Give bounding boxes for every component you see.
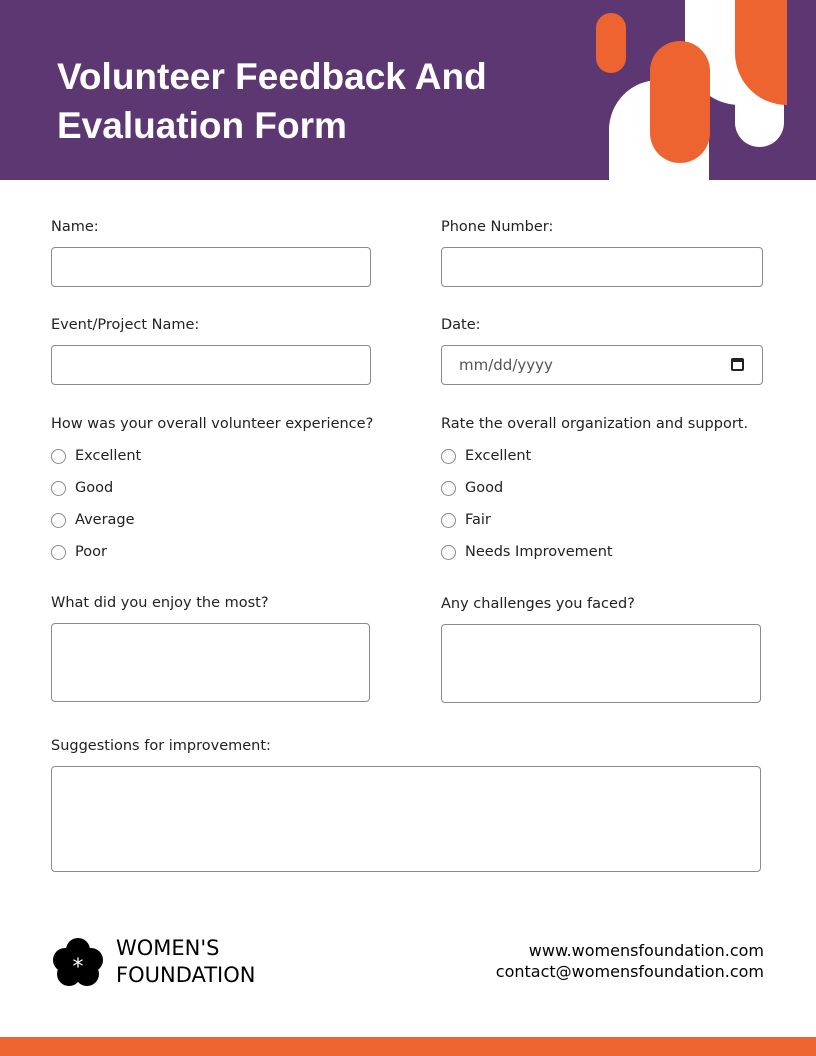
logo <box>51 935 255 989</box>
header-banner <box>0 0 816 180</box>
q2-option[interactable] <box>441 512 491 528</box>
radio-icon[interactable] <box>441 481 456 496</box>
page-title: Volunteer Feedback And Evaluation Form <box>57 56 487 146</box>
footer-bar <box>0 1037 816 1056</box>
q3-label: What did you enjoy the most? <box>51 595 269 611</box>
option-label: Average <box>75 512 135 528</box>
decor-orange-small-pill <box>596 13 626 73</box>
phone-label: Phone Number: <box>441 219 554 235</box>
radio-icon[interactable] <box>51 481 66 496</box>
option-label: Fair <box>465 512 491 528</box>
q2-option[interactable] <box>441 448 531 464</box>
q4-label: Any challenges you faced? <box>441 596 635 612</box>
challenges-textarea[interactable] <box>441 624 761 703</box>
flower-logo-icon <box>51 935 105 989</box>
event-input[interactable] <box>51 345 371 385</box>
radio-icon[interactable] <box>441 449 456 464</box>
calendar-icon[interactable] <box>731 358 744 371</box>
email-link[interactable]: contact@womensfoundation.com <box>495 962 764 981</box>
date-placeholder: mm/dd/yyyy <box>459 356 553 374</box>
q5-label: Suggestions for improvement: <box>51 738 271 754</box>
option-label: Excellent <box>75 448 142 464</box>
name-input[interactable] <box>51 247 371 287</box>
q2-option[interactable] <box>441 544 613 560</box>
radio-icon[interactable] <box>51 513 66 528</box>
option-label: Poor <box>75 544 107 560</box>
suggestions-textarea[interactable] <box>51 766 761 872</box>
enjoy-textarea[interactable] <box>51 623 370 702</box>
option-label: Needs Improvement <box>465 544 613 560</box>
q2-label: Rate the overall organization and support. <box>441 416 749 432</box>
radio-icon[interactable] <box>441 545 456 560</box>
radio-icon[interactable] <box>51 449 66 464</box>
phone-input[interactable] <box>441 247 763 287</box>
option-label: Good <box>75 480 114 496</box>
logo-line1: WOMEN'S <box>116 936 220 960</box>
date-input[interactable] <box>441 345 763 385</box>
name-label: Name: <box>51 219 99 235</box>
svg-text:*: * <box>72 955 84 980</box>
date-label: Date: <box>441 317 481 333</box>
q1-option[interactable] <box>51 544 107 560</box>
logo-line2: FOUNDATION <box>116 963 256 987</box>
radio-icon[interactable] <box>51 545 66 560</box>
radio-icon[interactable] <box>441 513 456 528</box>
q2-option[interactable] <box>441 480 503 496</box>
q1-label: How was your overall volunteer experience? <box>51 416 374 432</box>
q1-option[interactable] <box>51 512 135 528</box>
option-label: Good <box>465 480 504 496</box>
decor-orange-big-pill <box>650 41 710 163</box>
q1-option[interactable] <box>51 448 141 464</box>
option-label: Excellent <box>465 448 532 464</box>
website-link[interactable]: www.womensfoundation.com <box>528 941 764 960</box>
event-label: Event/Project Name: <box>51 317 200 333</box>
q1-option[interactable] <box>51 480 113 496</box>
